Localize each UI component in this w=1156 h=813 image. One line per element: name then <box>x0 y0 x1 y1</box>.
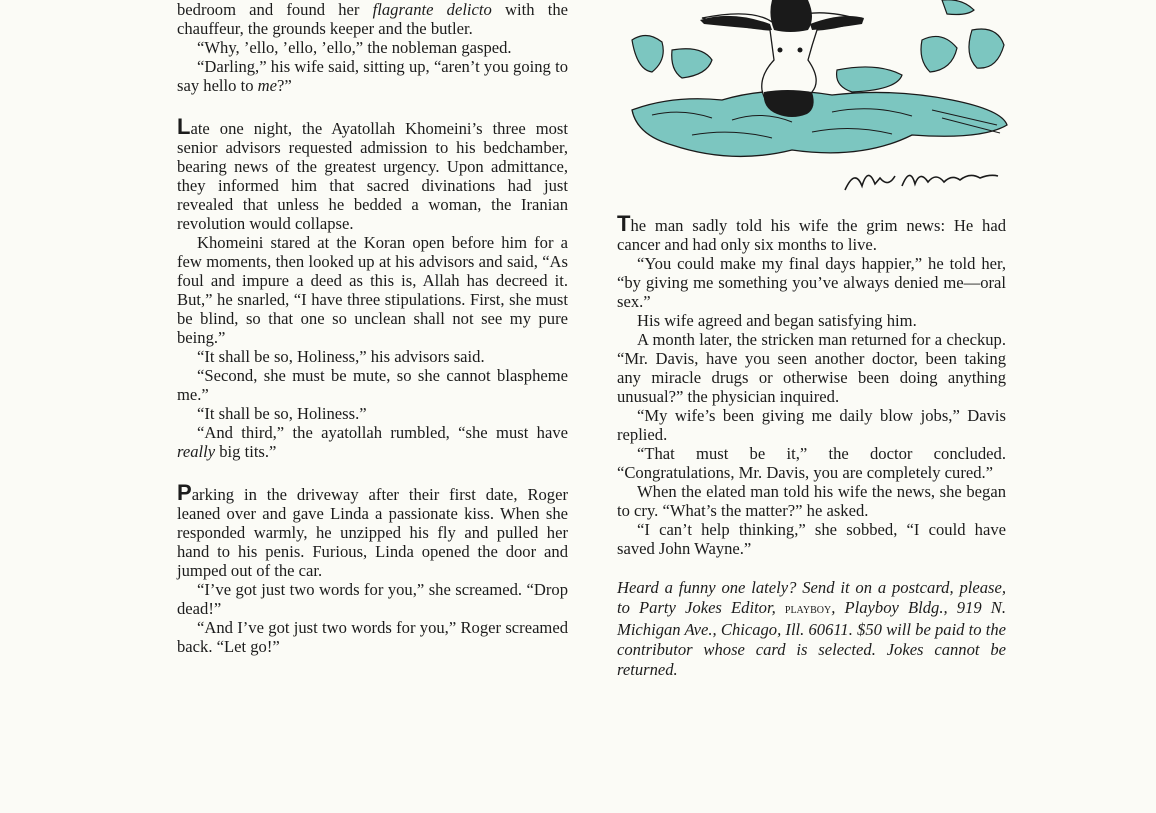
paragraph: “Second, she must be mute, so she cannot blaspheme me.” <box>177 366 568 404</box>
paragraph: “You could make my final days happier,” he told her, “by giving me something you’ve always denied me—oral sex.” <box>617 254 1006 311</box>
paragraph: His wife agreed and began satisfying him. <box>637 311 917 330</box>
paragraph: “It shall be so, Holiness,” his advisors said. <box>197 347 485 366</box>
paragraph: “It shall be so, Holiness.” <box>197 404 367 423</box>
paragraph: “Why, ’ello, ’ello, ’ello,” the nobleman gasped. <box>197 38 512 57</box>
paragraph: “I’ve got just two words for you,” she screamed. “Drop dead!” <box>177 580 568 618</box>
paragraph: bedroom and found her flagrante delicto with the chauffeur, the grounds keeper and the butler. <box>177 0 568 38</box>
submission-note: Heard a funny one lately? Send it on a postcard, please, to Party Jokes Editor, playboy, Playboy Bldg., 919 N. Michigan Ave., Chicago, Ill. 60611. $50 will be paid to the contributor whose card is selected. Jokes cannot be returned. <box>617 578 1007 679</box>
brand-name: playboy <box>784 602 832 617</box>
paragraph: Late one night, the Ayatollah Khomeini’s three most senior advisors requested admission to his bedchamber, bearing news of the greatest urgency. Upon admittance, they informed him that sacred divinations had just revealed that unless he bedded a woman, the Iranian revolution would collapse. <box>177 114 568 233</box>
paragraph: “That must be it,” the doctor concluded. “Congratulations, Mr. Davis, you are completely cured.” <box>617 444 1006 482</box>
paragraph: Khomeini stared at the Koran open before him for a few moments, then looked up at his advisors and said, “As foul and impure a deed as this is, Allah has decreed it. But,” he snarled, “I have three stipulations. First, she must be blind, so that one so unclean shall not see my pure being.” <box>177 233 568 347</box>
artist-signature-scrawl <box>840 158 1000 198</box>
left-text-column <box>177 0 568 656</box>
joke-john-wayne <box>617 211 1006 558</box>
drop-cap: T <box>617 211 631 236</box>
paragraph: Parking in the driveway after their first date, Roger leaned over and gave Linda a passionate kiss. When she responded warmly, he unzipped his fly and pulled her hand to his penis. Furious, Linda opened the door and jumped out of the car. <box>177 480 568 580</box>
money-pile <box>632 91 1007 156</box>
paragraph: “I can’t help thinking,” she sobbed, “I could have saved John Wayne.” <box>617 520 1006 558</box>
paragraph: “Darling,” his wife said, sitting up, “aren’t you going to say hello to me?” <box>177 57 568 95</box>
paragraph: The man sadly told his wife the grim news: He had cancer and had only six months to live. <box>617 211 1006 254</box>
drop-cap: L <box>177 114 191 139</box>
drop-cap: P <box>177 480 192 505</box>
paragraph: A month later, the stricken man returned for a checkup. “Mr. Davis, have you seen another doctor, been taking any miracle drugs or otherwise been doing anything unusual?” the physician inquired. <box>617 330 1006 406</box>
right-text-column <box>617 211 1007 680</box>
paragraph: “And third,” the ayatollah rumbled, “she must have really big tits.” <box>177 423 568 461</box>
joke-flagrante <box>177 0 568 95</box>
paragraph: “And I’ve got just two words for you,” Roger screamed back. “Let go!” <box>177 618 568 656</box>
cartoon-illustration <box>612 0 1012 200</box>
paragraph: “My wife’s been giving me daily blow jobs,” Davis replied. <box>617 406 1006 444</box>
paragraph: When the elated man told his wife the news, she began to cry. “What’s the matter?” he asked. <box>617 482 1006 520</box>
joke-roger-linda <box>177 480 568 656</box>
joke-ayatollah <box>177 114 568 461</box>
